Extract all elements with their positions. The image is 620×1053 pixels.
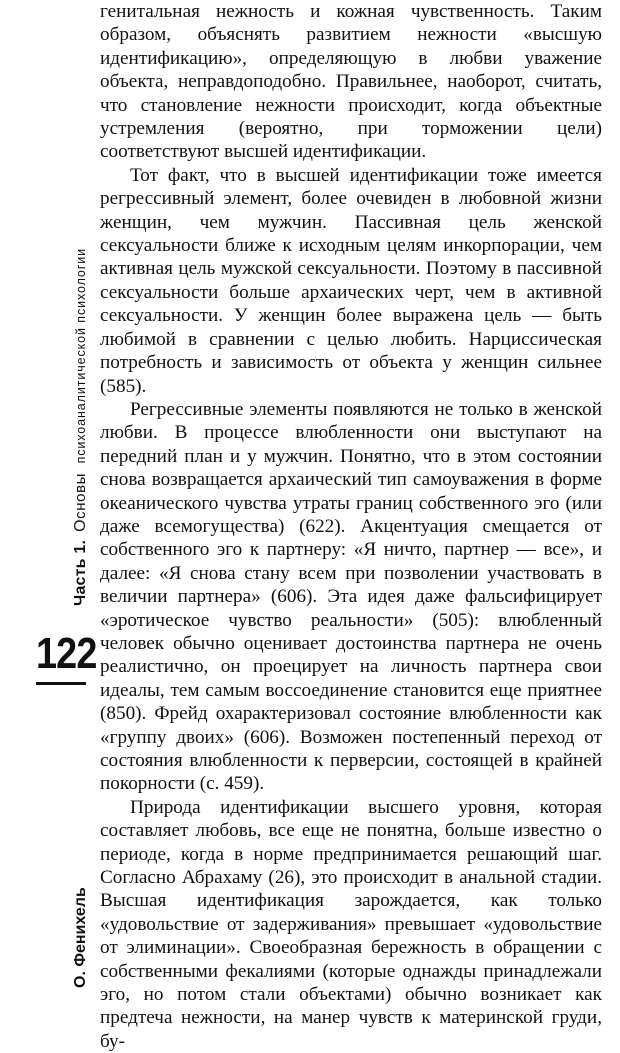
page-number: 122 (36, 629, 97, 678)
paragraph-2: Тот факт, что в высшей идентификации тоже имеется регрессивный элемент, более очевиден в любовной жизни женщин, чем мужчин. Пассивная цель женской сексуальности ближе к исходным целям инкорпорации, чем активная цель мужской сексуальности. Поэтому в пассивной сексуальности больше архаических черт, чем в активной сексуальности. У женщин более выражена цель — быть любимой в сравнении с целью любить. Нарциссическая потребность и зависимость от объекта у женщин сильнее (585). (100, 164, 602, 397)
author-name: О. Фенихель (72, 887, 89, 988)
page-number-rule (36, 682, 86, 685)
paragraph-1: генитальная нежность и кожная чувственность. Таким образом, объяснять развитием нежности «высшую идентификацию», определяющую в любви уважение объекта, неправдоподобно. Правильнее, наоборот, считать, что становление нежности происходит, когда объектные устремления (вероятно, при торможении цели) соответствуют высшей идентификации. (100, 1, 602, 163)
section-title-cap: О (72, 518, 89, 532)
section-title (72, 248, 90, 532)
paragraph-3: Регрессивные элементы появляются не только в женской любви. В процессе влюбленности они выступают на передний план и у мужчин. Понятно, что в этом состоянии снова возвращается архаический тип самоуважения в форме океанического чувства утраты границ собственного эго (или даже всемогущества) (622). Акцентуация смещается от собственного эго к партнеру: «Я ничто, партнер — все», и далее: «Я снова стану всем при позволении участвовать в величии партнера» (606). Эта идея даже фальсифицирует «эротическое чувство реальности» (505): влюбленный человек обычно оценивает достоинства партнера не очень реалистично, он проецирует на личность партнера свои идеалы, тем самым воссоединение становится еще приятнее (850). Фрейд охарактеризовал состояние влюбленности как «группу двоих» (606). Возможен постепенный переход от состояния влюбленности к перверсии, состоящей в крайней покорности (с. 459). (100, 398, 602, 795)
section-title-word: сновы (72, 472, 89, 519)
running-header-text (72, 248, 90, 606)
paragraph-4: Природа идентификации высшего уровня, которая составляет любовь, все еще не понятна, больше известно о периоде, когда в норме предпринимается решающий шаг. Согласно Абрахаму (26), это происходит в анальной стадии. Высшая идентификация зарождается, как только «удовольствие от задерживания» превышает «удовольствие от элиминации». Своеобразная бережность в обращении с собственными фекалиями (которые однажды принадлежали эго, но потом стали объектами) обычно возникает как предтеча нежности, на манер чувств к материнской груди, бу- (100, 796, 602, 1052)
part-label: Часть 1. (72, 539, 89, 606)
section-title-tail: психоаналитической психологии (74, 248, 88, 464)
running-header (54, 0, 94, 995)
body-text (100, 0, 602, 1053)
